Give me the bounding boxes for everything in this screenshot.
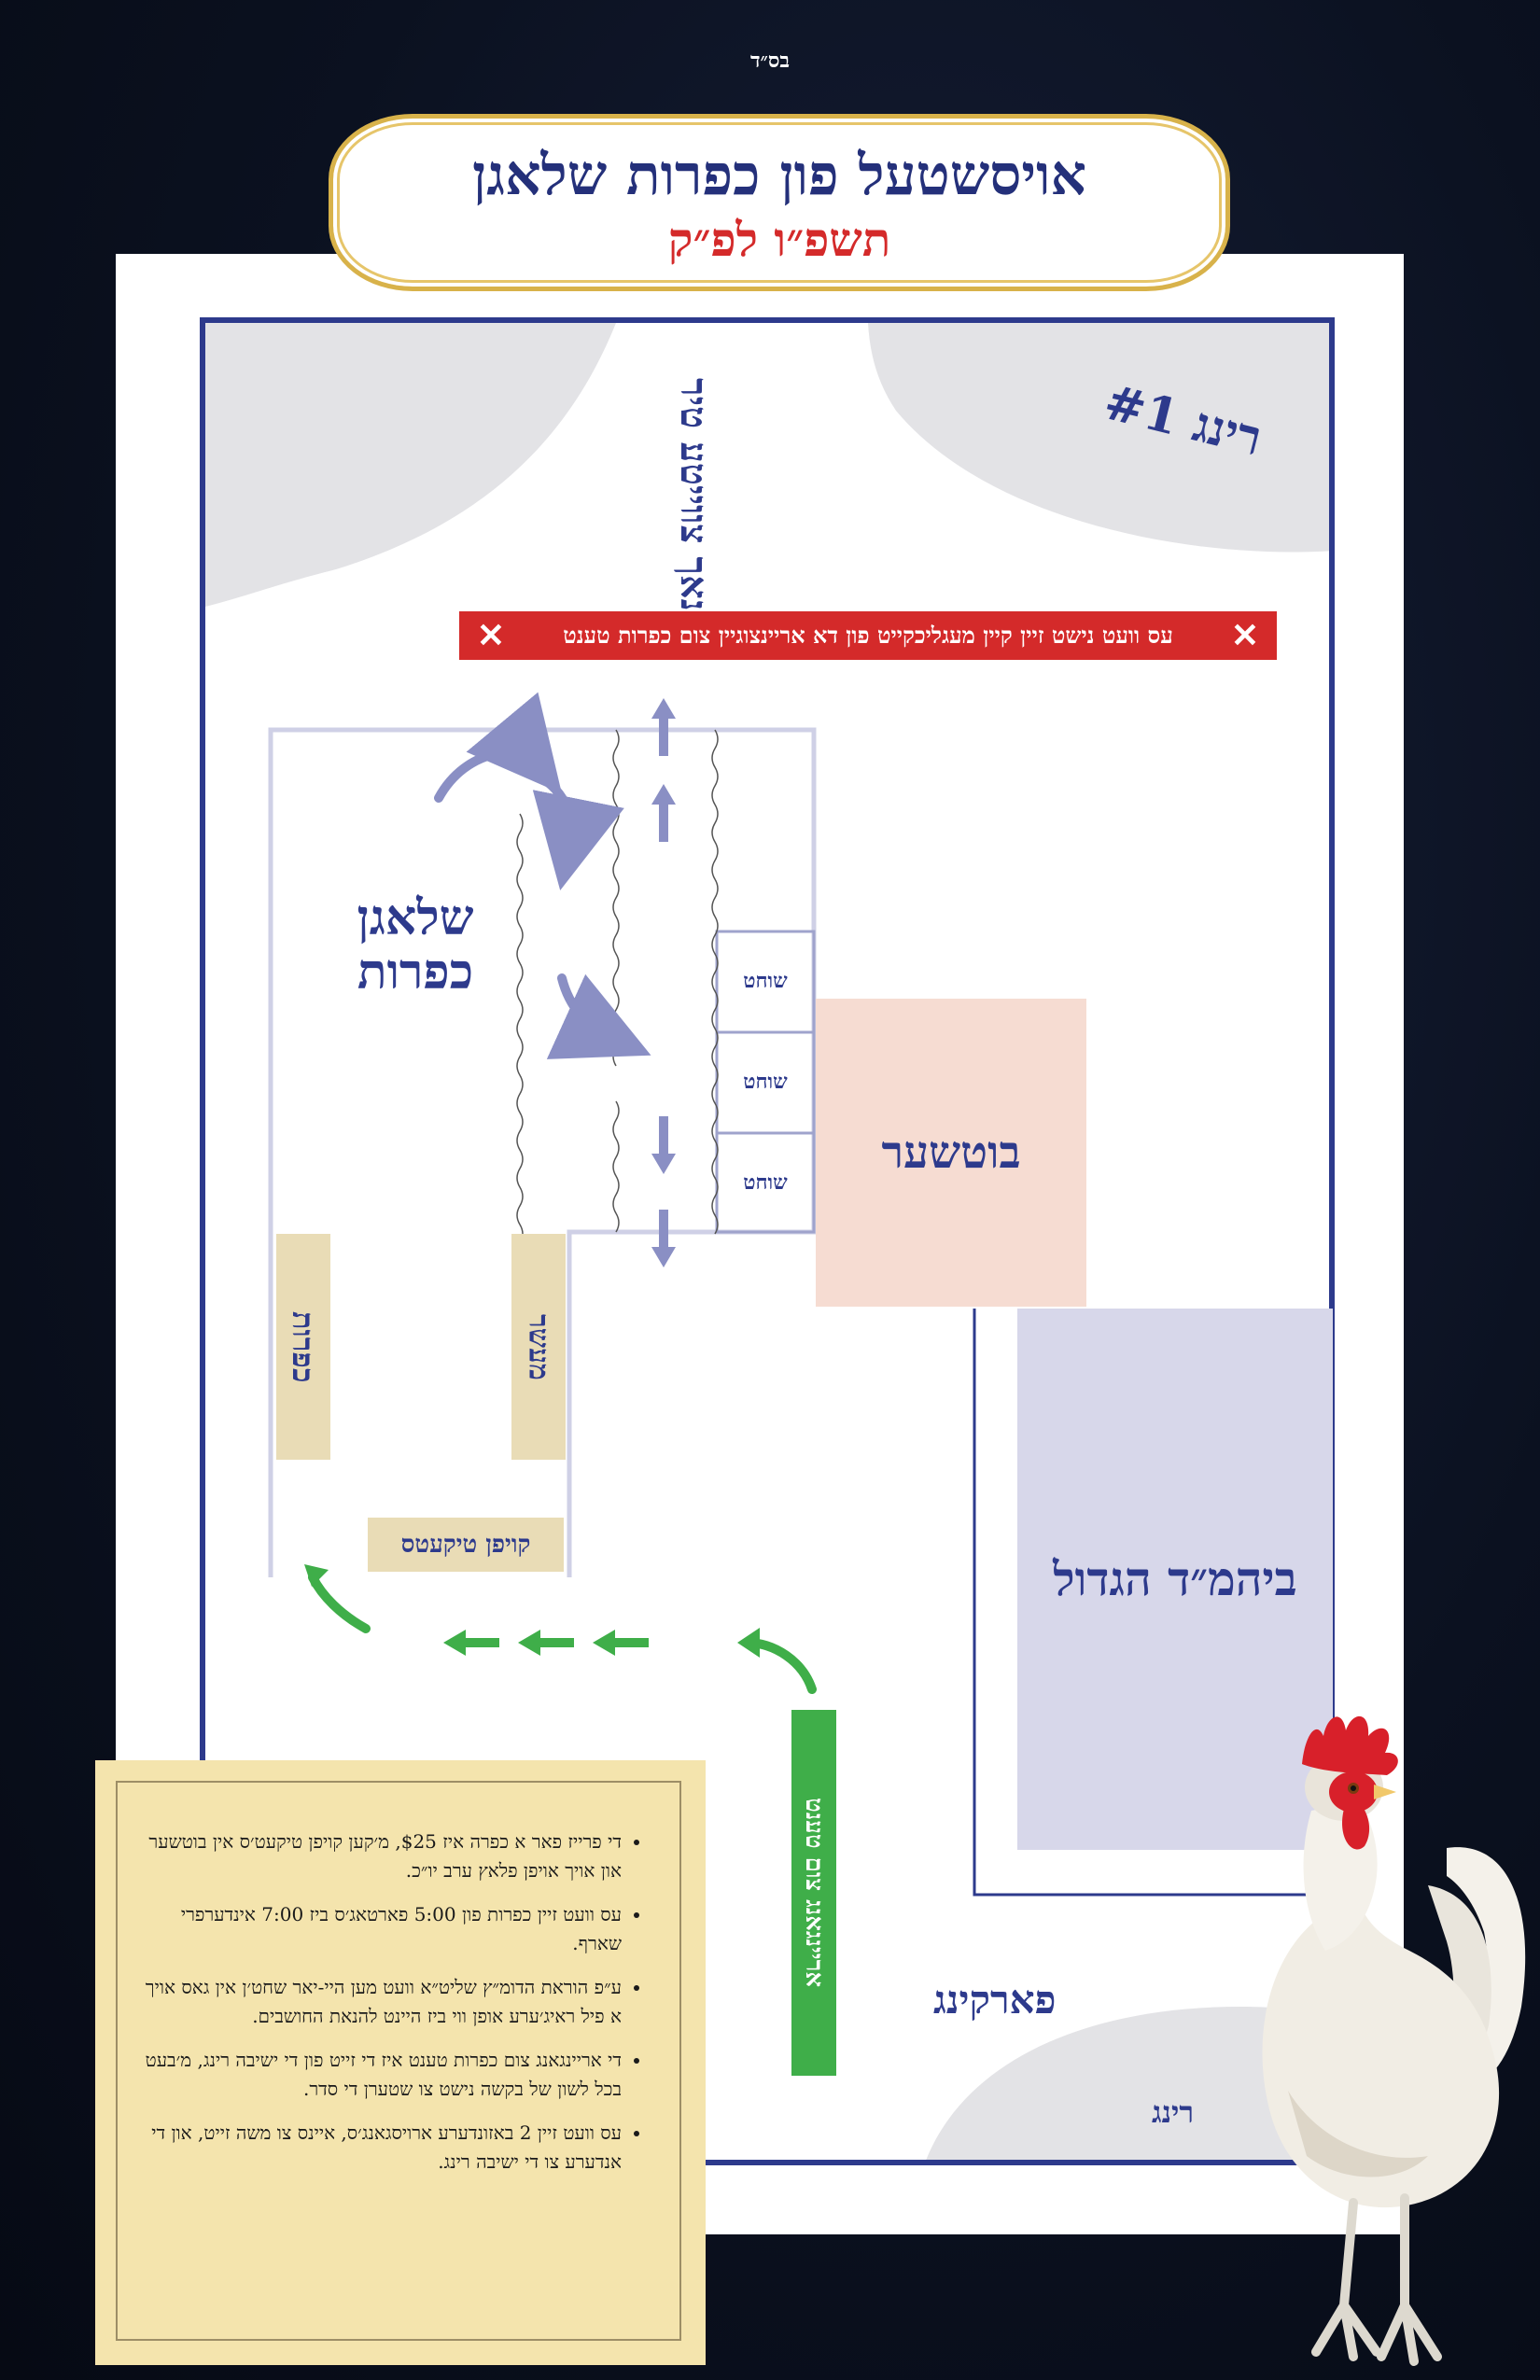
warning-text: עס וועט נישט זיין קיין מעגליכקייט פון דא אריינצוגיין צום כפרות טענט	[563, 622, 1173, 649]
kapores-stand-label: כפרות	[286, 1310, 321, 1383]
tent-entrance-label: אריינגאנג צום טענט	[800, 1798, 828, 1988]
info-item: • עס וועט זיין 2 באזונדערע ארויסגאנג׳ס, איינס צו משה זייט, און די אנדערע צו די ישיבה רינג.	[136, 2119, 622, 2177]
close-icon: ✕	[1230, 616, 1260, 655]
info-item: • ע״פ הוראת הדומ״ץ שליט״א וועט מען היי-יאר שחט׳ן אין גאס אויך א פיל ראיג׳ערע אופן ווי ביז היינט להנאת החושבים.	[136, 1973, 622, 2031]
page-title: אויסשטעל פון כפרות שלאגן	[472, 143, 1086, 208]
shochet-stall-label: שוחט	[743, 1170, 788, 1195]
ticket-booth: קויפן טיקעטס	[368, 1518, 564, 1572]
info-item: • עס וועט זיין כפרות פון 5:00 פארטאג׳ס ביז 7:00 אינדערפרי שארף.	[136, 1900, 622, 1958]
info-list	[136, 1827, 659, 2191]
close-icon: ✕	[476, 616, 506, 655]
page-subtitle: תשפ״ו לפ״ק	[667, 212, 891, 267]
shochet-stall-label: שוחט	[743, 1070, 788, 1094]
rooster-icon	[1213, 1699, 1540, 2380]
ring-bottom-label: רינג	[1152, 2094, 1195, 2130]
schlogn-kapores-label: שלאגן כפרות	[357, 889, 474, 1001]
title-banner	[329, 114, 1230, 291]
ring-one-label: רינג #1	[1099, 373, 1267, 468]
side-entrance-label: נאך צווייטע טיר	[672, 378, 716, 611]
bsd-label: בס״ד	[749, 49, 791, 73]
info-item: • די אריינגאנג צום כפרות טענט איז די זייט פון די ישיבה רינג, מ׳בעט בכל לשון של בקשה נישט צו שטערן די סדר.	[136, 2046, 622, 2104]
shochet-stall-label: שוחט	[743, 969, 788, 993]
warning-banner	[459, 611, 1277, 660]
beis-medrash-area: ביהמ״ד הגדול	[1017, 1309, 1333, 1850]
parking-label: פארקינג	[933, 1977, 1057, 2023]
info-item: • די פרייז פאר א כפרה איז $25, מ׳קען קויפן טיקעט׳ס אין בוטשער און אויך אויפן פלאץ ערב יו״כ.	[136, 1827, 622, 1885]
maaser-stand-label: מעשר	[522, 1313, 555, 1380]
butcher-area: בוטשער	[816, 999, 1086, 1307]
